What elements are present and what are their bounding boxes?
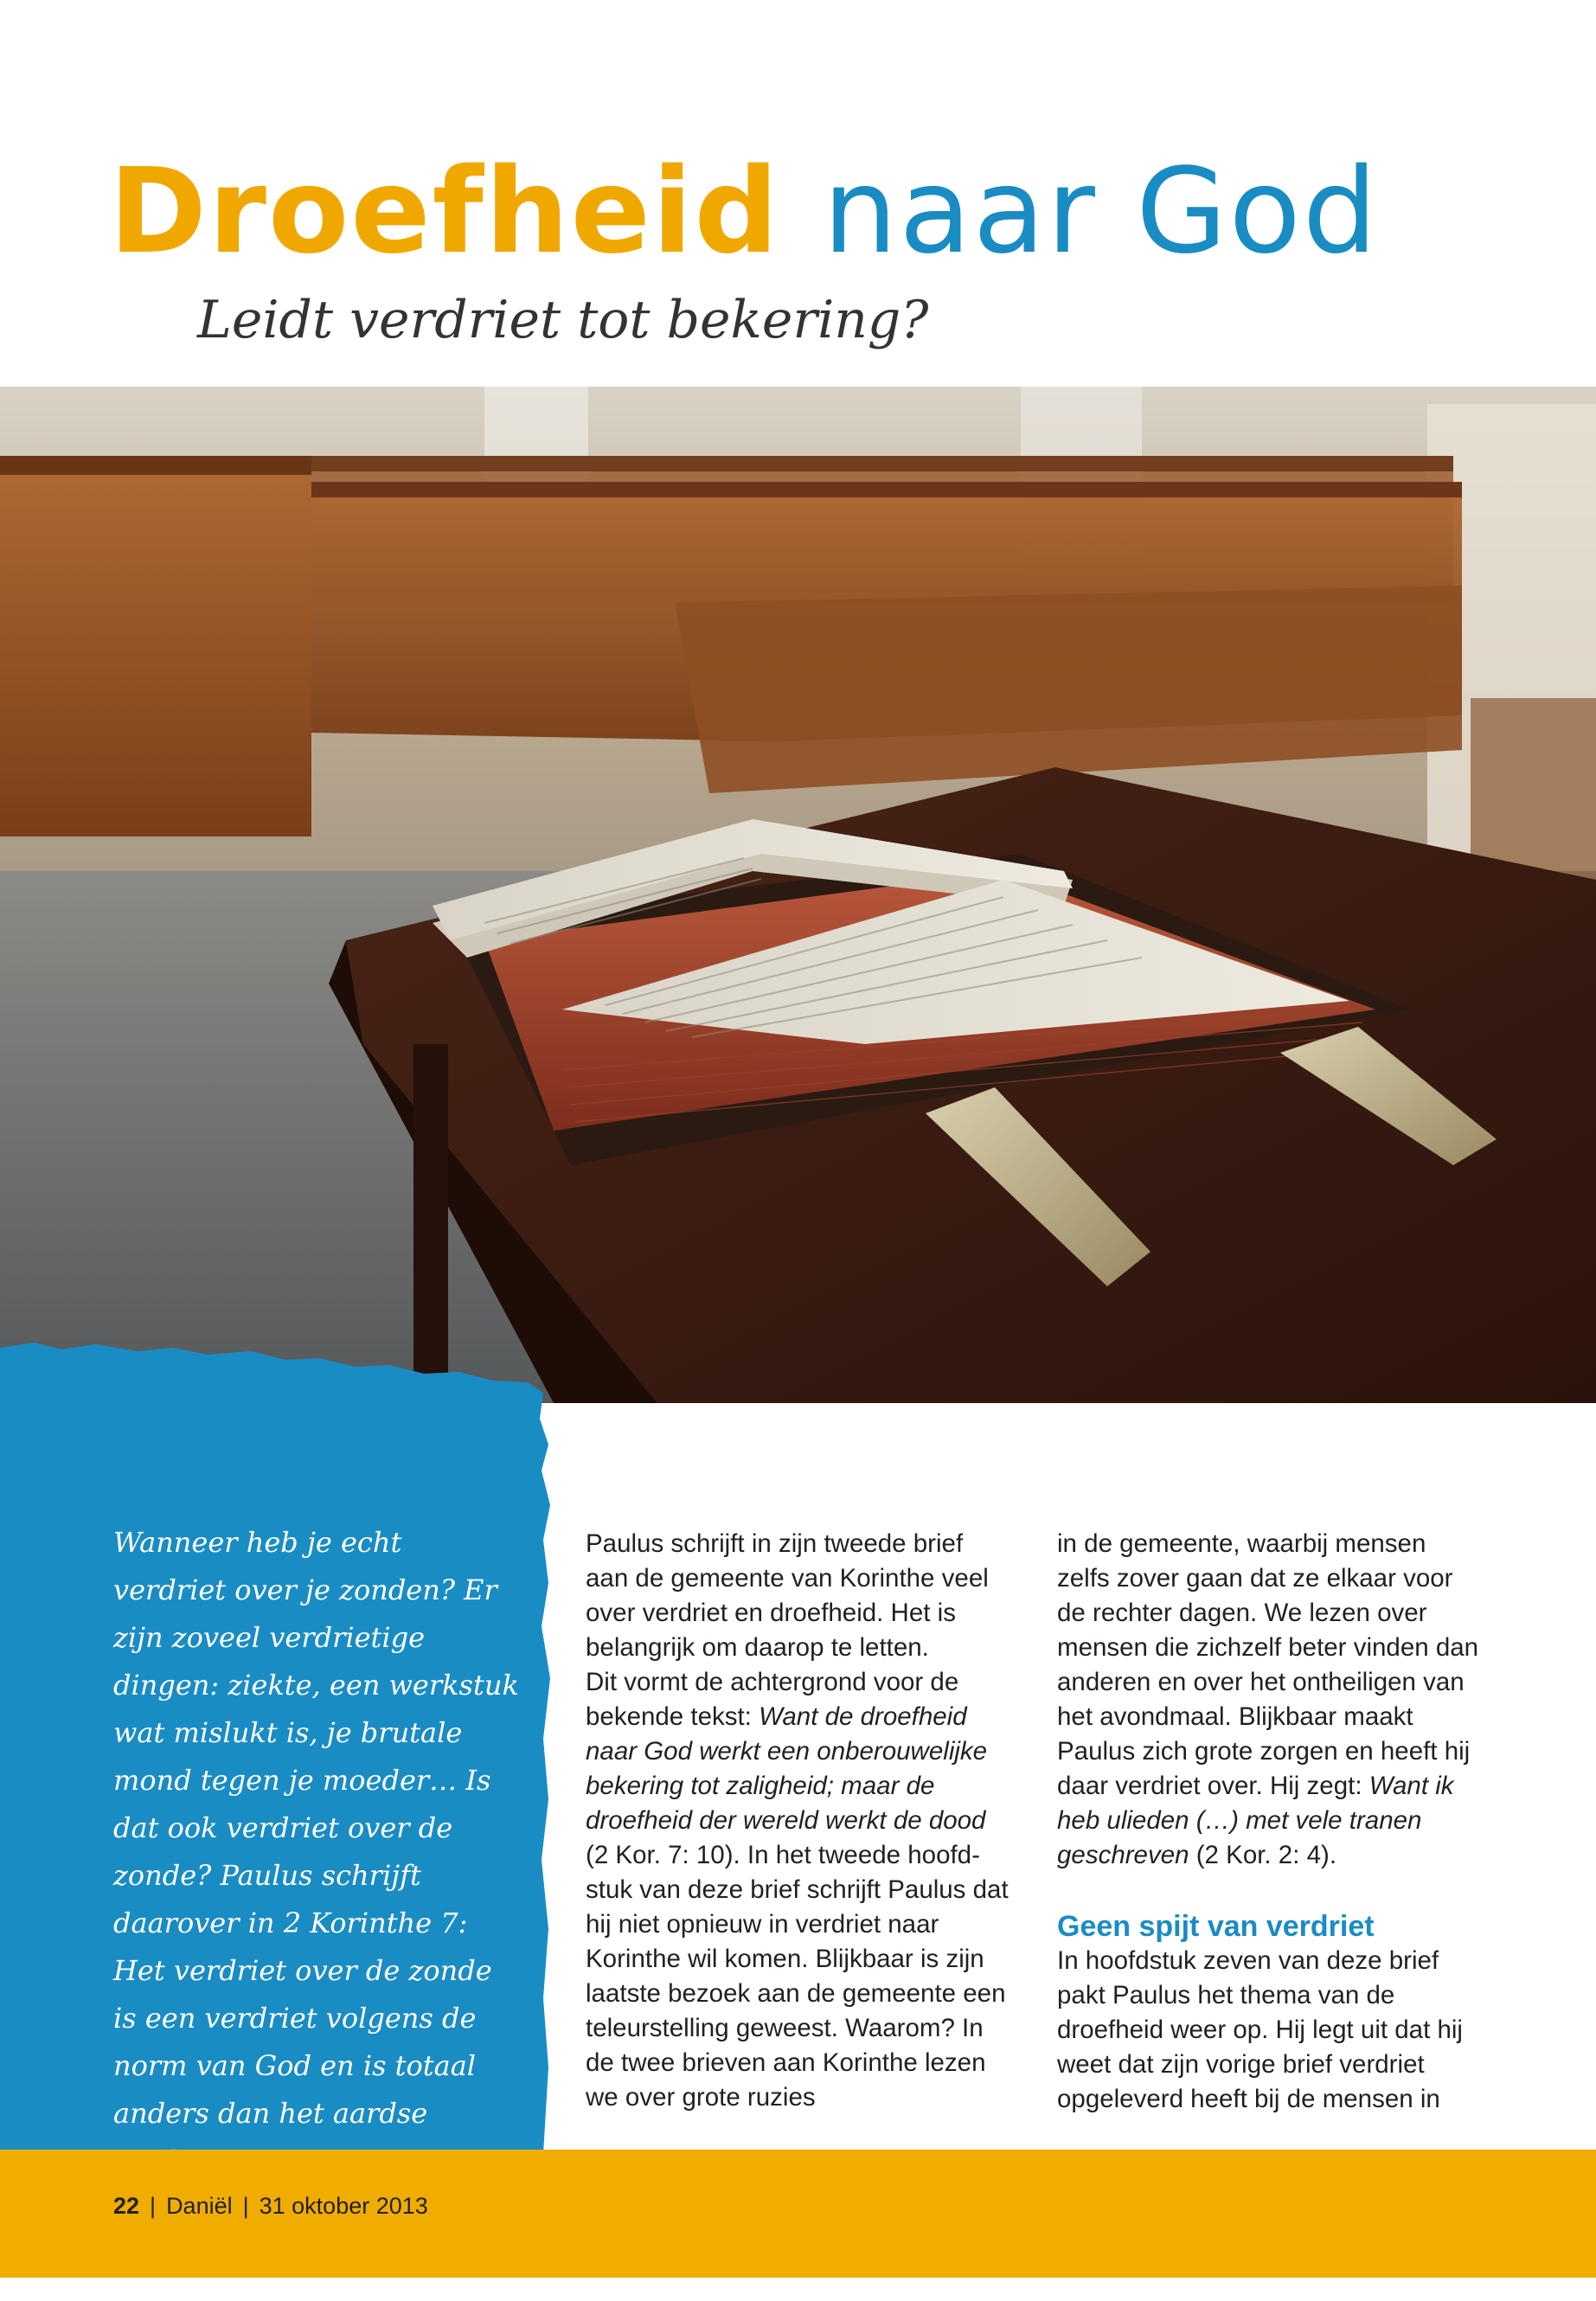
page-number: 22 bbox=[113, 2193, 140, 2219]
section-heading: Geen spijt van verdriet bbox=[1057, 1910, 1375, 1943]
col2-p2-start: Dit vormt de achtergrond voor de bekende tekst: bbox=[586, 1668, 959, 1731]
page-footer bbox=[0, 2150, 1596, 2278]
title-accent: Droefheid bbox=[109, 144, 780, 280]
col2-p2-end: (2 Kor. 7: 10). In het tweede hoofdstuk van deze brief schrijft Paulus dat hij niet opnieuw in verdriet naar Korinthe wil komen. Blijkbaar is zijn laatste bezoek aan de gemeente een teleurstelling geweest. Waarom? In de twee brieven aan Korinthe lezen we over grote ruzies bbox=[586, 1841, 1009, 2112]
footer-separator-1: | bbox=[150, 2193, 157, 2219]
col2-paragraph-2 bbox=[586, 1665, 1010, 2115]
intro-text: Wanneer heb je echt verdriet over je zonden? Er zijn zoveel verdrietige dingen: ziekte, een werkstuk wat mislukt is, je brutale mond tegen je moeder… Is dat ook verdriet over de zonde? Paulus schrijft daarover in 2 Korinthe 7: Het verdriet over de zonde is een verdriet volgens de norm van God en is totaal anders dan het aardse bbox=[113, 1526, 519, 2130]
col2-p2-quote: Want de droefheid naar God werkt een onberouwelijke bekering tot zaligheid; maar de droefheid der wereld werkt de dood bbox=[586, 1702, 988, 1835]
footer-separator-2: | bbox=[242, 2193, 249, 2219]
body-column-2 bbox=[586, 1527, 1010, 2115]
open-bible-on-lectern-icon bbox=[0, 387, 1596, 1403]
col3-p1-quote: Want ik heb ulieden (…) met vele tranen geschreven bbox=[1057, 1772, 1454, 1869]
issue-date: 31 oktober 2013 bbox=[259, 2193, 428, 2219]
col3-paragraph-1 bbox=[1057, 1527, 1481, 1873]
article-title bbox=[109, 138, 1379, 285]
footer-text bbox=[113, 2193, 428, 2220]
title-rest: naar God bbox=[823, 144, 1380, 280]
col2-paragraph-1: Paulus schrijft in zijn tweede brief aan de gemeente van Korinthe veel over verdriet en droefheid. Het is belangrijk om daarop te letten. bbox=[586, 1529, 989, 1662]
col3-p1-start: in de gemeente, waarbij mensen zelfs zover gaan dat ze elkaar voor de rechter dagen. We lezen over mensen die zichzelf beter vinden dan anderen en over het ontheiligen van het avondmaal. Blijkbaar maakt Paulus zich grote zorgen en heeft hij daar verdriet over. Hij zegt: bbox=[1057, 1529, 1479, 1800]
bible-photo bbox=[0, 387, 1596, 1403]
col3-paragraph-2: In hoofdstuk zeven van deze brief pakt Paulus het thema van de droefheid weer op. Hij legt uit dat hij weet dat zijn vorige brief verdriet opgeleverd heeft bij de mensen in bbox=[1057, 1946, 1463, 2113]
col3-p1-end: (2 Kor. 2: 4). bbox=[1189, 1841, 1337, 1869]
article-subtitle: Leidt verdriet tot bekering? bbox=[197, 290, 929, 350]
body-column-3 bbox=[1057, 1527, 1481, 2117]
magazine-name: Daniël bbox=[166, 2193, 233, 2219]
